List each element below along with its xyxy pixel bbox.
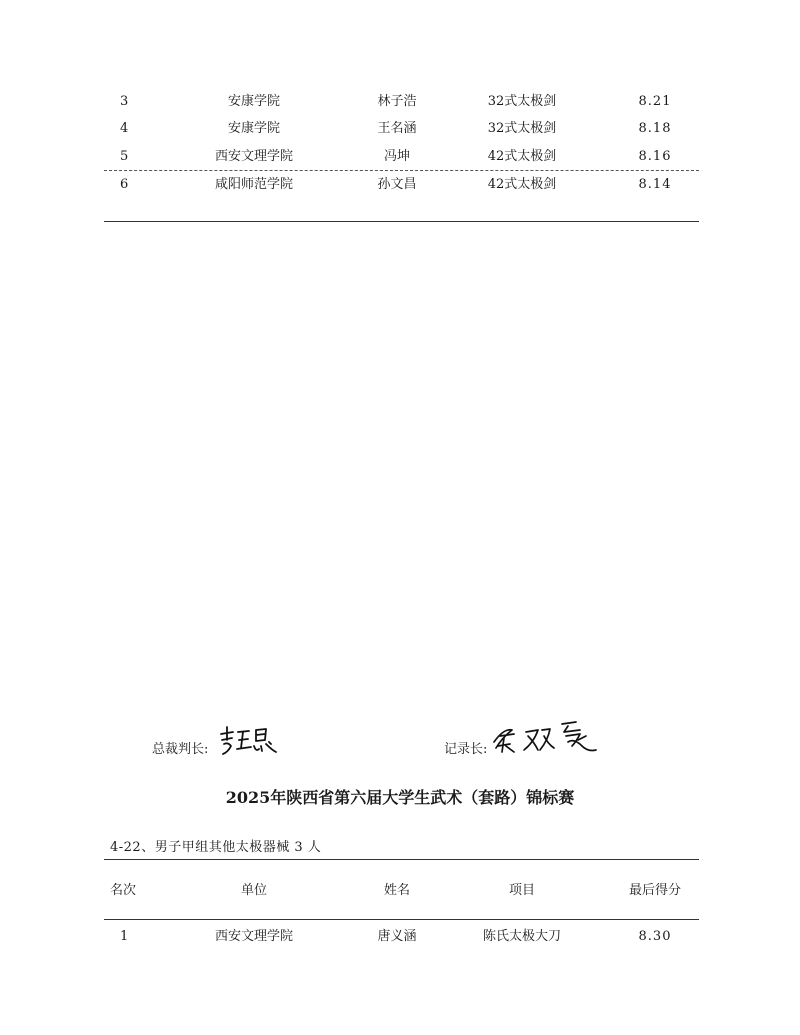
- header-rank: 名次: [110, 883, 137, 898]
- table-bottom-rule: [104, 221, 699, 222]
- recorder-signature: [490, 716, 600, 760]
- event-title: 2025年陕西省第六届大学生武术（套路）锦标赛: [225, 788, 575, 807]
- section-subtitle: 4-22、男子甲组其他太极器械 3 人: [110, 840, 322, 855]
- score-cell: 8.16: [638, 149, 672, 164]
- unit-cell: 咸阳师范学院: [214, 177, 294, 192]
- name-cell: 林子浩: [377, 94, 417, 109]
- header-bottom-rule: [104, 919, 699, 920]
- score-cell: 8.30: [638, 929, 672, 944]
- rank-cell: 6: [120, 177, 129, 192]
- rank-cell: 4: [120, 121, 129, 136]
- item-cell: 32式太极剑: [487, 121, 557, 136]
- table-row: [0, 90, 800, 114]
- header-score: 最后得分: [628, 883, 682, 898]
- header-unit: 单位: [240, 883, 268, 898]
- recorder-label: 记录长:: [444, 742, 488, 757]
- score-cell: 8.21: [638, 94, 672, 109]
- score-cell: 8.14: [638, 177, 672, 192]
- table-row: [0, 117, 800, 141]
- table-row: [0, 925, 800, 949]
- rank-cell: 5: [120, 149, 129, 164]
- unit-cell: 安康学院: [227, 121, 281, 136]
- item-cell: 42式太极剑: [487, 149, 557, 164]
- item-cell: 42式太极剑: [487, 177, 557, 192]
- table-header-row: [0, 879, 800, 903]
- item-cell: 陈氏太极大刀: [482, 929, 562, 944]
- header-item: 项目: [508, 883, 536, 898]
- name-cell: 王名涵: [377, 121, 417, 136]
- unit-cell: 安康学院: [227, 94, 281, 109]
- name-cell: 唐义涵: [377, 929, 417, 944]
- name-cell: 孙文昌: [377, 177, 417, 192]
- unit-cell: 西安文理学院: [214, 929, 294, 944]
- table-top-rule: [104, 859, 699, 860]
- table-row: [0, 173, 800, 197]
- name-cell: 冯坤: [383, 149, 411, 164]
- qualification-divider: [104, 170, 699, 171]
- item-cell: 32式太极剑: [487, 94, 557, 109]
- score-cell: 8.18: [638, 121, 672, 136]
- unit-cell: 西安文理学院: [214, 149, 294, 164]
- header-name: 姓名: [383, 883, 411, 898]
- table-row: [0, 145, 800, 169]
- rank-cell: 3: [120, 94, 129, 109]
- rank-cell: 1: [120, 929, 129, 944]
- chief-judge-label: 总裁判长:: [152, 742, 209, 757]
- chief-judge-signature: [218, 722, 280, 758]
